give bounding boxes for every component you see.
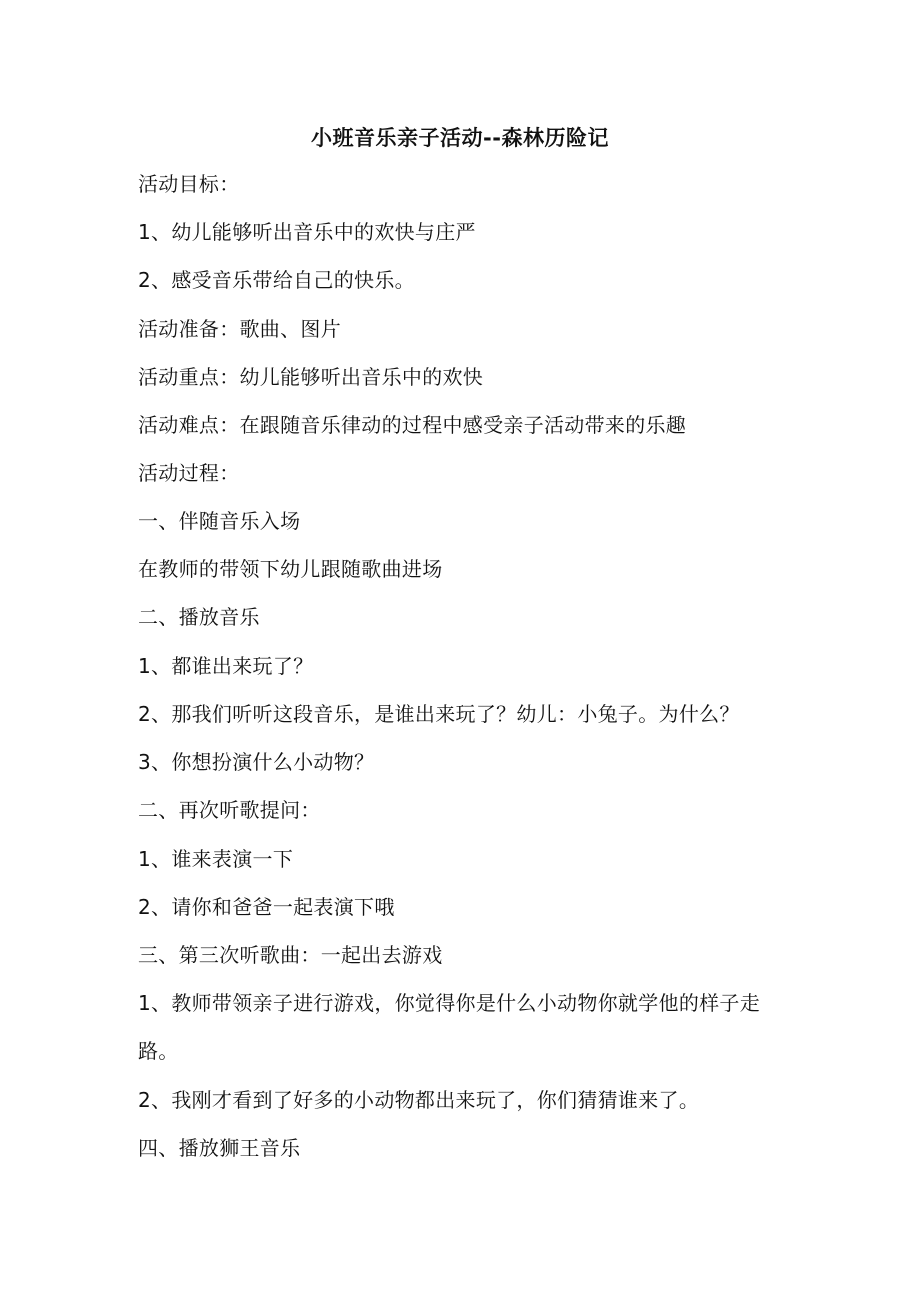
difficulty-line: 活动难点：在跟随音乐律动的过程中感受亲子活动带来的乐趣 [138, 413, 687, 437]
game-item-2: 2、我刚才看到了好多的小动物都出来玩了，你们猜猜谁来了。 [138, 1088, 700, 1112]
game-item-1: 1、教师带领亲子进行游戏，你觉得你是什么小动物你就学他的样子走路。 [138, 991, 761, 1063]
section-heading-goals: 活动目标： [138, 172, 240, 196]
step-heading-4: 三、第三次听歌曲：一起出去游戏 [138, 943, 443, 967]
goal-item-1: 1、幼儿能够听出音乐中的欢快与庄严 [138, 220, 476, 244]
document-title: 小班音乐亲子活动--森林历险记 [311, 126, 609, 150]
step-heading-5: 四、播放狮王音乐 [138, 1136, 301, 1160]
preparation-line: 活动准备：歌曲、图片 [138, 317, 341, 341]
step-heading-3: 二、再次听歌提问： [138, 798, 321, 822]
step-text: 在教师的带领下幼儿跟随歌曲进场 [138, 557, 443, 581]
question-item-1: 1、都谁出来玩了？ [138, 654, 314, 678]
question-item-2: 2、那我们听听这段音乐，是谁出来玩了？幼儿：小兔子。为什么？ [138, 702, 740, 726]
perform-item-1: 1、谁来表演一下 [138, 847, 294, 871]
key-point-line: 活动重点：幼儿能够听出音乐中的欢快 [138, 365, 484, 389]
section-heading-process: 活动过程： [138, 461, 240, 485]
perform-item-2: 2、请你和爸爸一起表演下哦 [138, 895, 395, 919]
question-item-3: 3、你想扮演什么小动物？ [138, 750, 375, 774]
step-heading-1: 一、伴随音乐入场 [138, 509, 301, 533]
goal-item-2: 2、感受音乐带给自己的快乐。 [138, 268, 415, 292]
step-heading-2: 二、播放音乐 [138, 605, 260, 629]
